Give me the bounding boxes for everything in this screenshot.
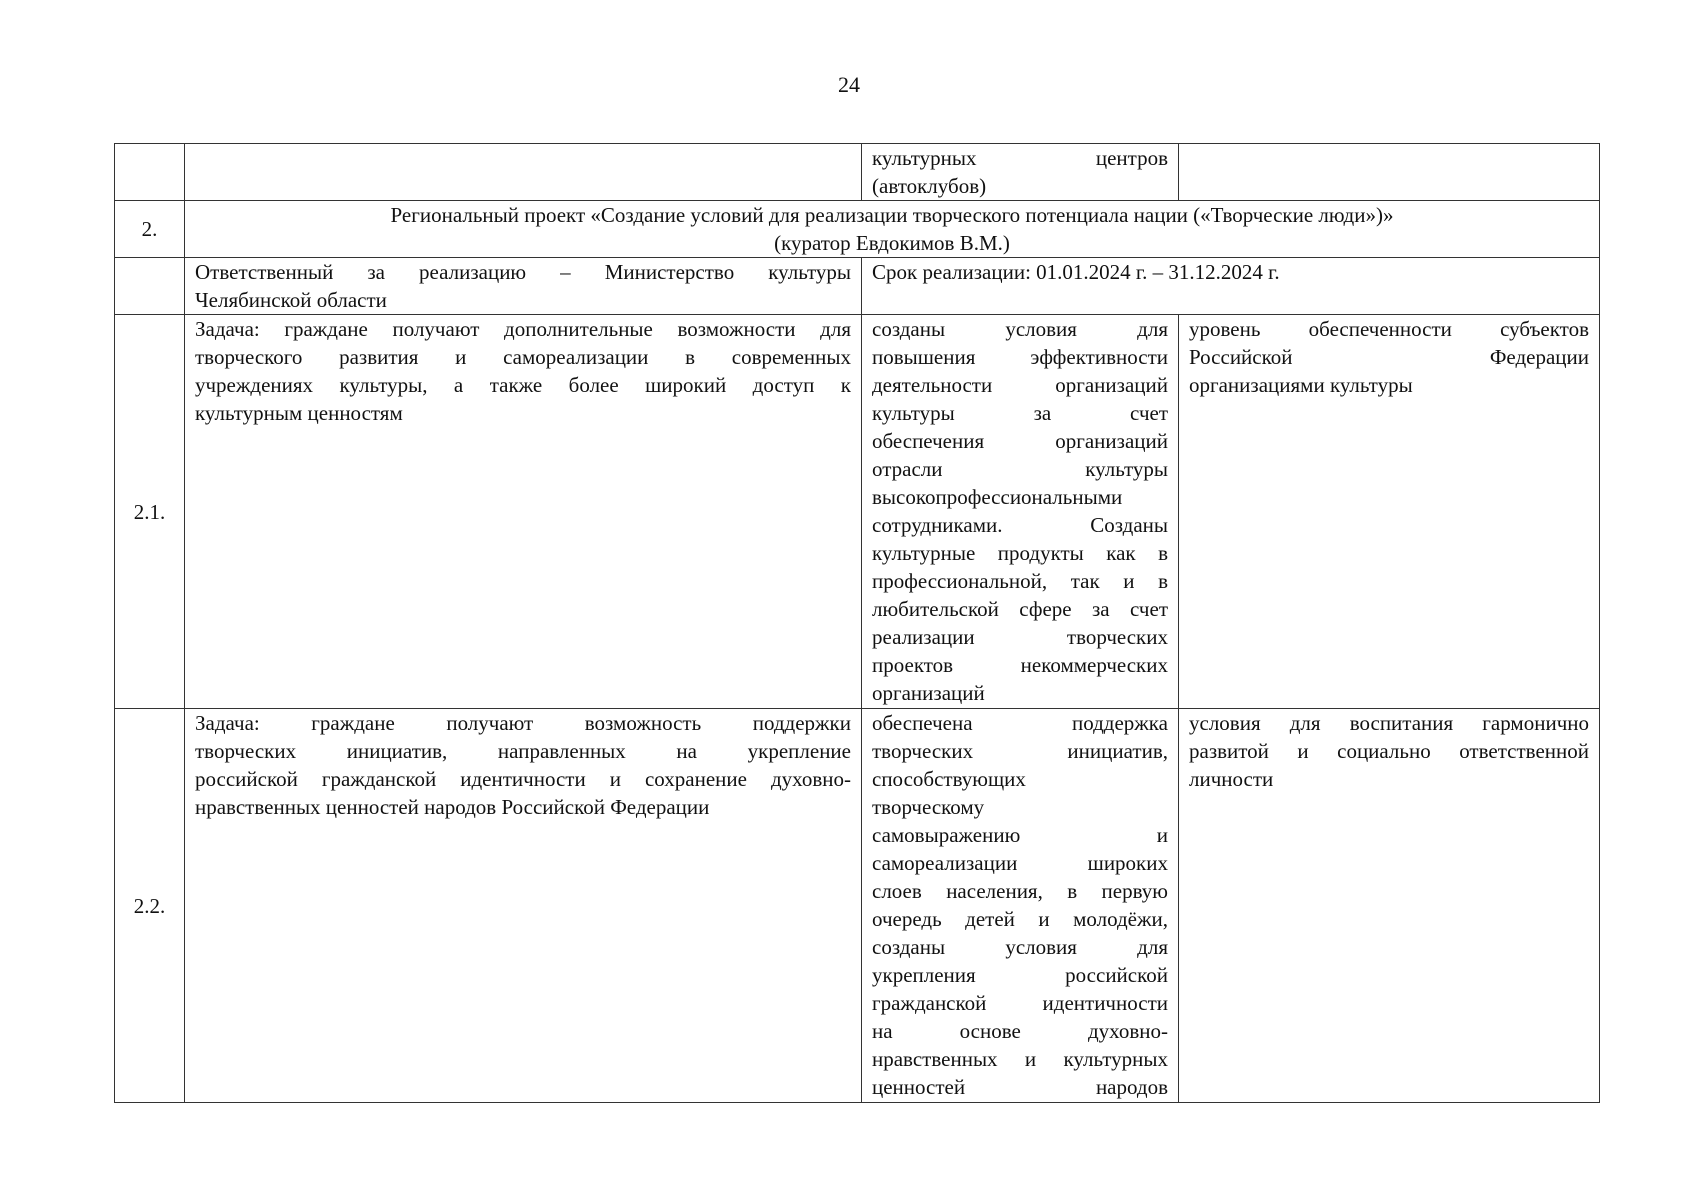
result-cell <box>862 315 1179 709</box>
page-number: 24 <box>838 72 860 97</box>
text-line: уровень обеспеченности субъектов <box>1189 317 1589 341</box>
text-line: творческому <box>872 795 985 819</box>
text-line: творческих инициатив, направленных на укрепление <box>195 739 851 763</box>
text-line: культурные продукты как в <box>872 541 1168 565</box>
plan-table <box>114 143 1600 1103</box>
text-line: слоев населения, в первую <box>872 879 1168 903</box>
result-cell <box>862 709 1179 1103</box>
text-line: ценностей народов <box>872 1075 1168 1099</box>
text-line: очередь детей и молодёжи, <box>872 907 1168 931</box>
text-line: созданы условия для <box>872 317 1168 341</box>
project-title-cell <box>185 201 1600 258</box>
row-number <box>115 258 185 315</box>
table-row <box>115 709 1600 1103</box>
text-line: нравственных ценностей народов Российской Федерации <box>195 795 710 819</box>
text-line: культуры за счет <box>872 401 1168 425</box>
indicator-cell <box>1179 709 1600 1103</box>
text-line: Срок реализации: 01.01.2024 г. – 31.12.2024 г. <box>872 260 1280 284</box>
result-cell <box>862 144 1179 201</box>
text-line: самореализации широких <box>872 851 1168 875</box>
row-number: 2. <box>115 201 185 258</box>
text-line: Российской Федерации <box>1189 345 1589 369</box>
task-cell <box>185 144 862 201</box>
text-line: сотрудниками. Созданы <box>872 513 1168 537</box>
task-cell <box>185 709 862 1103</box>
text-line: нравственных и культурных <box>872 1047 1168 1071</box>
text-line: организаций <box>872 681 985 705</box>
table-row <box>115 258 1600 315</box>
text-line: Ответственный за реализацию – Министерство культуры <box>195 260 851 284</box>
indicator-cell <box>1179 315 1600 709</box>
row-number: 2.1. <box>115 315 185 709</box>
text-line: проектов некоммерческих <box>872 653 1168 677</box>
indicator-cell <box>1179 144 1600 201</box>
text-line: обеспечена поддержка <box>872 711 1168 735</box>
text-line: любительской сфере за счет <box>872 597 1168 621</box>
table-row <box>115 315 1600 709</box>
text-line: способствующих <box>872 767 1026 791</box>
text-line: Задача: граждане получают дополнительные возможности для <box>195 317 851 341</box>
text-line: учреждениях культуры, а также более широкий доступ к <box>195 373 851 397</box>
text-line: обеспечения организаций <box>872 429 1168 453</box>
text-line: деятельности организаций <box>872 373 1168 397</box>
text-line: творческих инициатив, <box>872 739 1168 763</box>
text-line: Челябинской области <box>195 288 387 312</box>
project-title: Региональный проект «Создание условий для реализации творческого потенциала нации («Творческие люди»)» <box>390 203 1394 227</box>
text-line: развитой и социально ответственной <box>1189 739 1589 763</box>
text-line: укрепления российской <box>872 963 1168 987</box>
table-row <box>115 144 1600 201</box>
text-line: гражданской идентичности <box>872 991 1168 1015</box>
text-line: российской гражданской идентичности и сохранение духовно- <box>195 767 851 791</box>
task-cell <box>185 315 862 709</box>
text-line: творческого развития и самореализации в современных <box>195 345 851 369</box>
row-number: 2.2. <box>115 709 185 1103</box>
text-line: высокопрофессиональными <box>872 485 1123 509</box>
text-line: отрасли культуры <box>872 457 1168 481</box>
table-row <box>115 201 1600 258</box>
text-line: личности <box>1189 767 1274 791</box>
row-number <box>115 144 185 201</box>
text-line: повышения эффективности <box>872 345 1168 369</box>
text-line: культурных центров <box>872 146 1168 170</box>
text-line: самовыражению и <box>872 823 1168 847</box>
term-cell <box>862 258 1600 315</box>
text-line: организациями культуры <box>1189 373 1413 397</box>
project-curator: (куратор Евдокимов В.М.) <box>774 231 1010 255</box>
text-line: созданы условия для <box>872 935 1168 959</box>
text-line: Задача: граждане получают возможность поддержки <box>195 711 851 735</box>
responsible-cell <box>185 258 862 315</box>
text-line: реализации творческих <box>872 625 1168 649</box>
text-line: культурным ценностям <box>195 401 403 425</box>
text-line: на основе духовно- <box>872 1019 1168 1043</box>
text-line: профессиональной, так и в <box>872 569 1168 593</box>
text-line: условия для воспитания гармонично <box>1189 711 1589 735</box>
text-line: (автоклубов) <box>872 174 987 198</box>
